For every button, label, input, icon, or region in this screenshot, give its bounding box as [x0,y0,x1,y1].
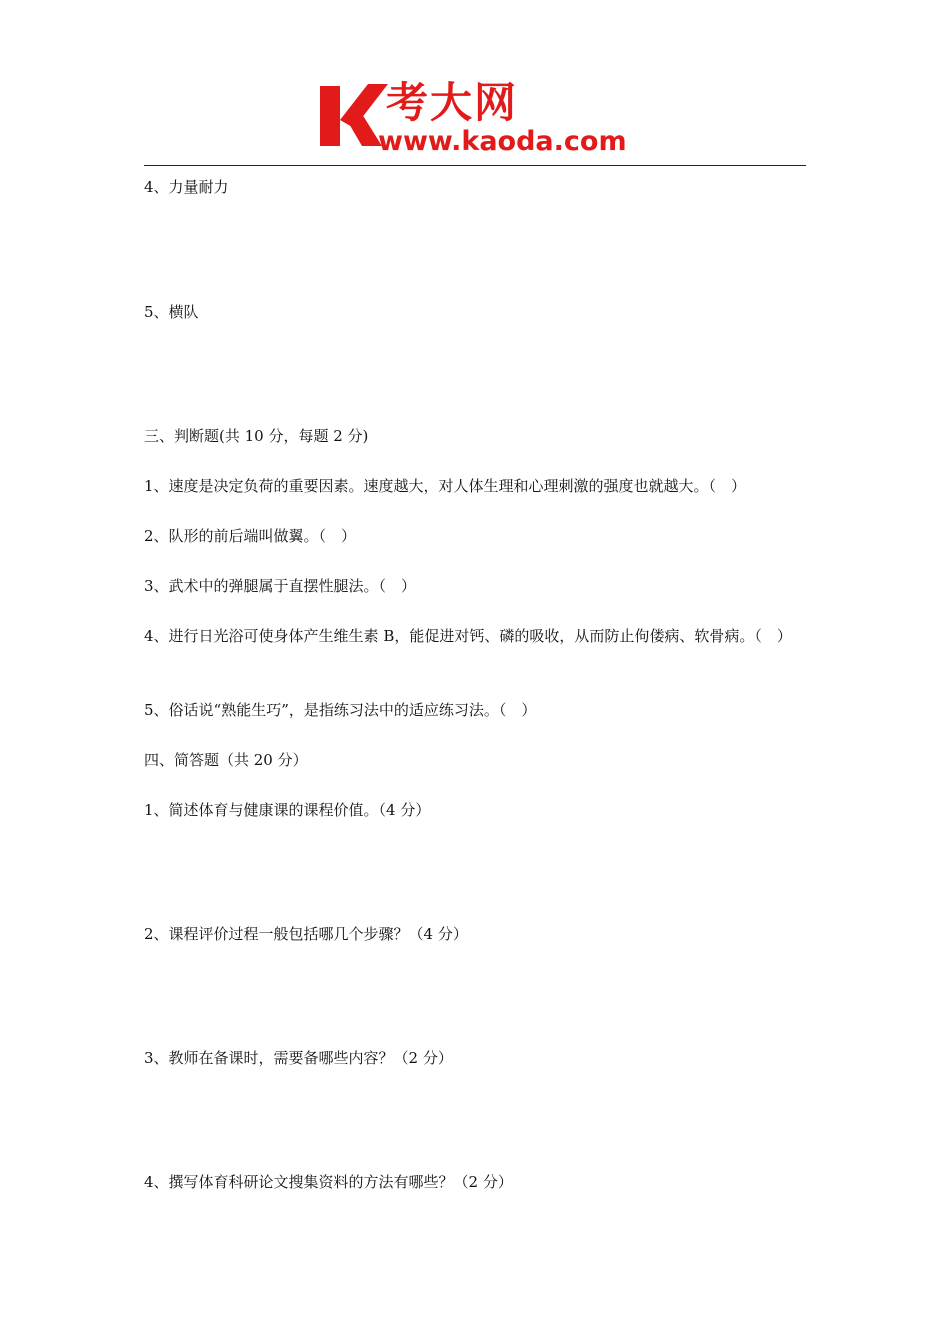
section-short-answer-heading: 四、简答题（共 20 分） [144,751,308,769]
section-true-false-heading: 三、判断题(共 10 分，每题 2 分) [144,427,369,445]
header-divider [144,165,806,166]
question-rank: 5、横队 [144,303,199,321]
tf-question-1: 1、速度是决定负荷的重要因素。速度越大，对人体生理和心理刺激的强度也就越大。（ ） [144,477,747,495]
question-strength-endurance: 4、力量耐力 [144,178,229,196]
tf-question-2: 2、队形的前后端叫做翼。（ ） [144,527,357,545]
sa-question-1: 1、简述体育与健康课的课程价值。（4 分） [144,801,431,819]
logo-text: 考大网 [386,78,519,127]
sa-question-2: 2、课程评价过程一般包括哪几个步骤？（4 分） [144,925,468,943]
sa-question-3: 3、教师在备课时，需要备哪些内容？（2 分） [144,1049,453,1067]
tf-question-5: 5、俗话说“熟能生巧”，是指练习法中的适应练习法。（ ） [144,701,537,719]
tf-question-3: 3、武术中的弹腿属于直摆性腿法。（ ） [144,577,417,595]
kaoda-logo [318,78,640,160]
sa-question-4: 4、撰写体育科研论文搜集资料的方法有哪些？（2 分） [144,1173,513,1191]
logo-url: www.kaoda.com [378,126,627,157]
tf-question-4: 4、进行日光浴可使身体产生维生素 B，能促进对钙、磷的吸收，从而防止佝偻病、软骨病。（ ） [144,627,792,645]
